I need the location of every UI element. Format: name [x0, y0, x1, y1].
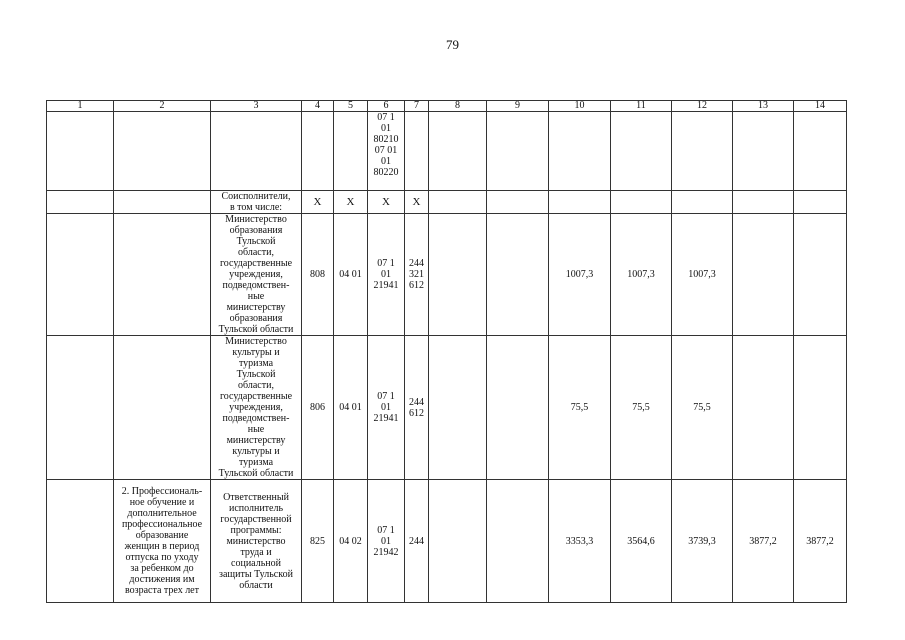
- table-cell: [672, 191, 733, 214]
- table-cell: [47, 112, 114, 191]
- table-cell: [47, 336, 114, 480]
- co-executors-label: Соисполнители, в том числе:: [211, 191, 302, 214]
- table-cell: [429, 112, 487, 191]
- header-cell: 12: [672, 101, 733, 112]
- table-cell: [549, 191, 611, 214]
- program-table: [46, 100, 847, 603]
- amount-cell: 1007,3: [611, 214, 672, 336]
- x-mark: X: [302, 191, 334, 214]
- amount-cell: 75,5: [672, 336, 733, 480]
- header-cell: 13: [733, 101, 794, 112]
- table-cell: [302, 112, 334, 191]
- amount-cell: 75,5: [549, 336, 611, 480]
- table-cell: [672, 112, 733, 191]
- table-cell: [794, 112, 847, 191]
- table-cell: [611, 191, 672, 214]
- table-cell: [487, 336, 549, 480]
- amount-cell: 1007,3: [672, 214, 733, 336]
- amount-cell: 1007,3: [549, 214, 611, 336]
- table-cell: [733, 112, 794, 191]
- table-cell: [114, 112, 211, 191]
- executor-cell: Министерство образования Тульской области, государственные учреждения, подведомствен- ные министерству образования Тульской области: [211, 214, 302, 336]
- header-cell: 11: [611, 101, 672, 112]
- table-row: [47, 112, 847, 191]
- header-cell: 10: [549, 101, 611, 112]
- table-cell: 808: [302, 214, 334, 336]
- table-cell: 04 01: [334, 214, 368, 336]
- x-mark: X: [334, 191, 368, 214]
- kbk-code-cell: 07 1 01 21941: [368, 336, 405, 480]
- kbk-code-cell: 07 1 01 21941: [368, 214, 405, 336]
- table-cell: [114, 214, 211, 336]
- amount-cell: 3739,3: [672, 480, 733, 603]
- table-cell: [429, 191, 487, 214]
- table-row: [47, 480, 847, 603]
- header-cell: 7: [405, 101, 429, 112]
- table-row: [47, 214, 847, 336]
- page-number: 79: [446, 37, 459, 52]
- header-cell: 8: [429, 101, 487, 112]
- amount-cell: 75,5: [611, 336, 672, 480]
- table-cell: [405, 112, 429, 191]
- table-cell: 825: [302, 480, 334, 603]
- table-cell: [429, 480, 487, 603]
- table-cell: [211, 112, 302, 191]
- header-cell: 1: [47, 101, 114, 112]
- table-cell: 244 321 612: [405, 214, 429, 336]
- table-cell: [611, 112, 672, 191]
- table-cell: [487, 480, 549, 603]
- table-cell: [794, 336, 847, 480]
- table-cell: 244: [405, 480, 429, 603]
- table-cell: [487, 214, 549, 336]
- table-row: [47, 191, 847, 214]
- table-cell: [429, 336, 487, 480]
- table-cell: 806: [302, 336, 334, 480]
- executor-cell: Ответственный исполнитель государственной программы: министерство труда и социальной защиты Тульской области: [211, 480, 302, 603]
- table-cell: [47, 214, 114, 336]
- table-cell: [334, 112, 368, 191]
- table-row: [47, 336, 847, 480]
- header-cell: 3: [211, 101, 302, 112]
- header-cell: 6: [368, 101, 405, 112]
- measure-name-cell: 2. Профессиональ- ное обучение и дополнительное профессиональное образование женщин в период отпуска по уходу за ребенком до достижения им возраста трех лет: [114, 480, 211, 603]
- header-cell: 5: [334, 101, 368, 112]
- amount-cell: 3353,3: [549, 480, 611, 603]
- table-cell: [549, 112, 611, 191]
- header-cell: 9: [487, 101, 549, 112]
- x-mark: X: [405, 191, 429, 214]
- executor-cell: Министерство культуры и туризма Тульской области, государственные учреждения, подведомствен- ные министерству культуры и туризма Тульской области: [211, 336, 302, 480]
- table-cell: [114, 191, 211, 214]
- table-cell: [47, 480, 114, 603]
- amount-cell: 3877,2: [794, 480, 847, 603]
- table-cell: [733, 336, 794, 480]
- table-cell: [114, 336, 211, 480]
- table-cell: 04 01: [334, 336, 368, 480]
- amount-cell: 3564,6: [611, 480, 672, 603]
- x-mark: X: [368, 191, 405, 214]
- header-cell: 14: [794, 101, 847, 112]
- header-cell: 4: [302, 101, 334, 112]
- table-cell: [47, 191, 114, 214]
- table-cell: [733, 191, 794, 214]
- table-cell: [733, 214, 794, 336]
- kbk-code-cell: 07 1 01 21942: [368, 480, 405, 603]
- table-header-row: [47, 101, 847, 112]
- amount-cell: 3877,2: [733, 480, 794, 603]
- table-cell: [487, 112, 549, 191]
- table-cell: [487, 191, 549, 214]
- table-cell: 04 02: [334, 480, 368, 603]
- header-cell: 2: [114, 101, 211, 112]
- table-cell: [794, 191, 847, 214]
- table-cell: 244 612: [405, 336, 429, 480]
- table-cell: [794, 214, 847, 336]
- kbk-code-cell: 07 1 01 80210 07 01 01 80220: [368, 112, 405, 191]
- table-cell: [429, 214, 487, 336]
